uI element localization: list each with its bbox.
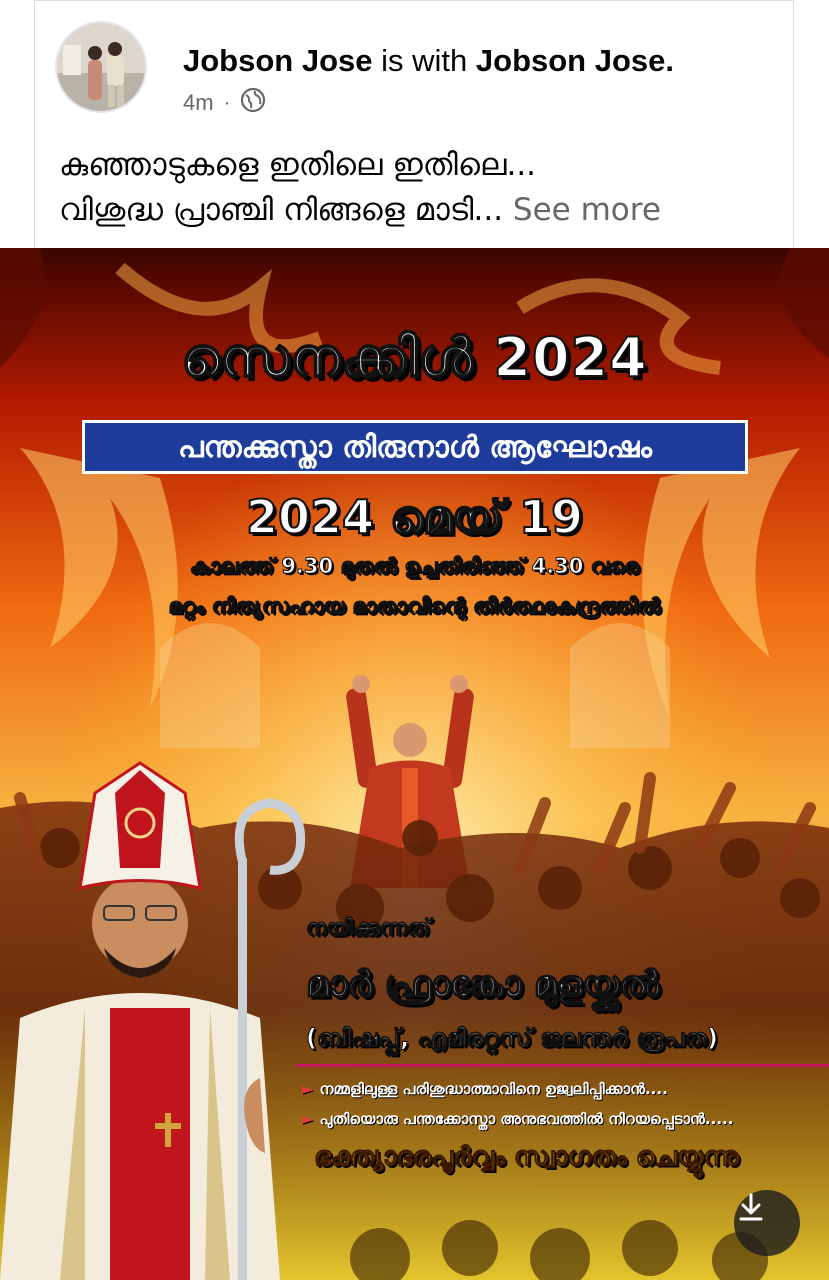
poster-bullet-text-2: പുതിയൊരു പന്തക്കോസ്താ അനുഭവത്തിൽ നിറയപ്പെടാൻ.....: [319, 1110, 734, 1128]
bullet-arrow-icon: ►: [302, 1080, 314, 1098]
poster-subtitle-band: [82, 420, 748, 474]
poster-bullet-text-1: നമ്മളിലുള്ള പരിശുദ്ധാത്മാവിനെ ഉജ്വലിപ്പിക്കാൻ....: [319, 1080, 668, 1098]
download-button[interactable]: [734, 1190, 800, 1256]
caption-line-1: കുഞ്ഞാടുകളെ ഇതിലെ ഇതിലെ...: [59, 147, 537, 183]
poster-leads-label: നയിക്കുന്നത്: [306, 916, 431, 941]
poster-date: 2024 മെയ് 19: [246, 490, 583, 544]
poster-divider: [296, 1064, 829, 1067]
download-icon: [734, 1190, 768, 1224]
post-header-line: [183, 43, 674, 79]
poster-title: സെനക്കിൾ 2024: [181, 326, 648, 389]
caption-line-2-text: വിശുദ്ധ പ്രാഞ്ചി നിങ്ങളെ മാടി...: [59, 192, 504, 228]
poster-bullet-2: [302, 1110, 733, 1128]
with-text: is with: [381, 43, 468, 78]
post-time[interactable]: 4m: [183, 90, 214, 115]
poster-welcome: ഭക്ത്യാദരപൂർവ്വം സ്വാഗതം ചെയ്യുന്നു: [314, 1142, 739, 1172]
see-more-link[interactable]: See more: [512, 192, 661, 228]
globe-icon: [240, 87, 266, 119]
author-avatar[interactable]: [55, 21, 147, 113]
post-header-card: [34, 0, 794, 248]
poster-subtitle: പന്തക്കുസ്താ തിരുനാൾ ആഘോഷം: [178, 429, 652, 465]
post-caption: [59, 143, 779, 233]
poster-venue: മറ്റം നിത്യസഹായ മാതാവിന്റെ തീർത്ഥകേന്ദ്രത്തിൽ: [168, 594, 661, 618]
caption-line-2: [59, 188, 779, 233]
author-name[interactable]: Jobson Jose: [183, 43, 373, 78]
post-image[interactable]: [0, 248, 829, 1280]
poster-leader-title: (ബിഷപ്പ്, എമിരറ്റസ് ജലന്തർ രൂപത): [306, 1024, 718, 1052]
post-meta: [183, 87, 266, 119]
bullet-arrow-icon: ►: [302, 1110, 314, 1128]
poster-time: കാലത്ത് 9.30 മുതൽ ഉച്ചതിരിഞ്ഞ് 4.30 വരെ: [189, 554, 640, 578]
poster-leader-name: മാർ ഫ്രാങ്കോ മുളയ്ക്കൽ: [306, 964, 660, 1005]
meta-separator: ·: [223, 91, 231, 114]
poster-bullet-1: [302, 1080, 668, 1098]
tagged-name[interactable]: Jobson Jose.: [475, 43, 674, 78]
